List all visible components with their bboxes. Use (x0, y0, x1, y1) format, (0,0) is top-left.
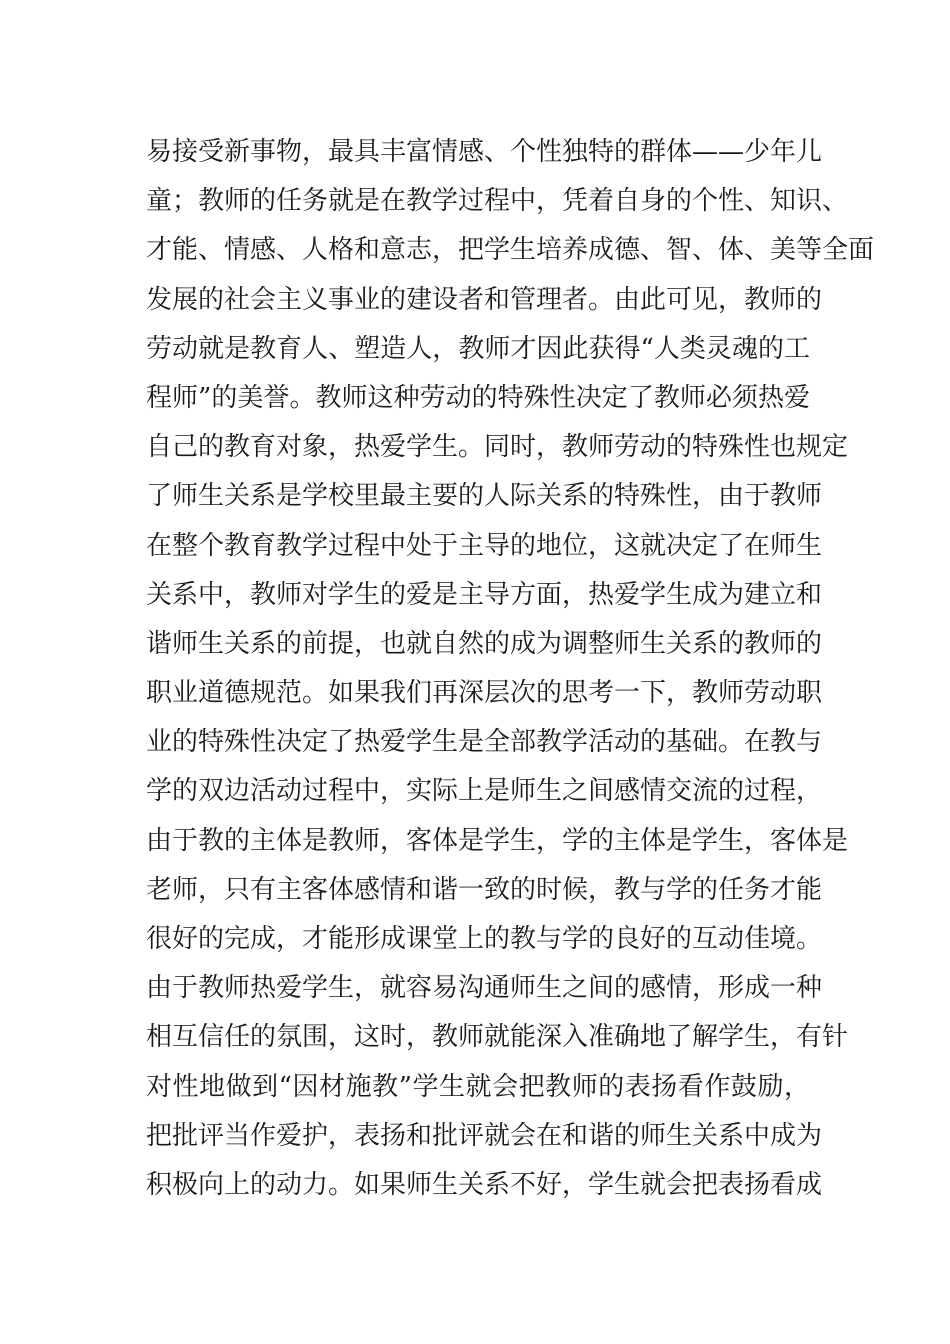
text-line: 职业道德规范。如果我们再深层次的思考一下，教师劳动职 (146, 678, 823, 709)
text-line: 才能、情感、人格和意志，把学生培养成德、智、体、美等全面 (146, 235, 875, 266)
text-line: 童；教师的任务就是在教学过程中，凭着自身的个性、知识、 (146, 186, 849, 217)
text-line: 老师，只有主客体感情和谐一致的时候，教与学的任务才能 (146, 874, 823, 905)
text-line: 易接受新事物，最具丰富情感、个性独特的群体——少年儿 (146, 137, 823, 167)
text-line: 劳动就是教育人、塑造人，教师才因此获得“人类灵魂的工 (146, 333, 810, 364)
text-line: 了师生关系是学校里最主要的人际关系的特殊性，由于教师 (146, 481, 823, 512)
text-line: 积极向上的动力。如果师生关系不好，学生就会把表扬看成 (146, 1169, 823, 1200)
text-line: 发展的社会主义事业的建设者和管理者。由此可见，教师的 (146, 284, 823, 315)
text-line: 对性地做到“因材施教”学生就会把教师的表扬看作鼓励， (146, 1071, 810, 1102)
text-line: 业的特殊性决定了热爱学生是全部教学活动的基础。在教与 (146, 727, 823, 758)
text-line: 把批评当作爱护，表扬和批评就会在和谐的师生关系中成为 (146, 1120, 823, 1151)
text-line: 程师”的美誉。教师这种劳动的特殊性决定了教师必须热爱 (146, 382, 810, 413)
text-line: 谐师生关系的前提，也就自然的成为调整师生关系的教师的 (146, 628, 823, 659)
text-line: 关系中，教师对学生的爱是主导方面，热爱学生成为建立和 (146, 579, 823, 610)
body-text (146, 128, 875, 1210)
text-line: 自己的教育对象，热爱学生。同时，教师劳动的特殊性也规定 (146, 432, 849, 463)
text-line: 在整个教育教学过程中处于主导的地位，这就决定了在师生 (146, 530, 823, 561)
text-line: 由于教的主体是教师，客体是学生，学的主体是学生，客体是 (146, 825, 849, 856)
text-line: 相互信任的氛围，这时，教师就能深入准确地了解学生，有针 (146, 1022, 849, 1053)
text-line: 由于教师热爱学生，就容易沟通师生之间的感情，形成一种 (146, 973, 823, 1004)
text-line: 很好的完成，才能形成课堂上的教与学的良好的互动佳境。 (146, 924, 823, 954)
text-line: 学的双边活动过程中，实际上是师生之间感情交流的过程， (146, 776, 823, 807)
